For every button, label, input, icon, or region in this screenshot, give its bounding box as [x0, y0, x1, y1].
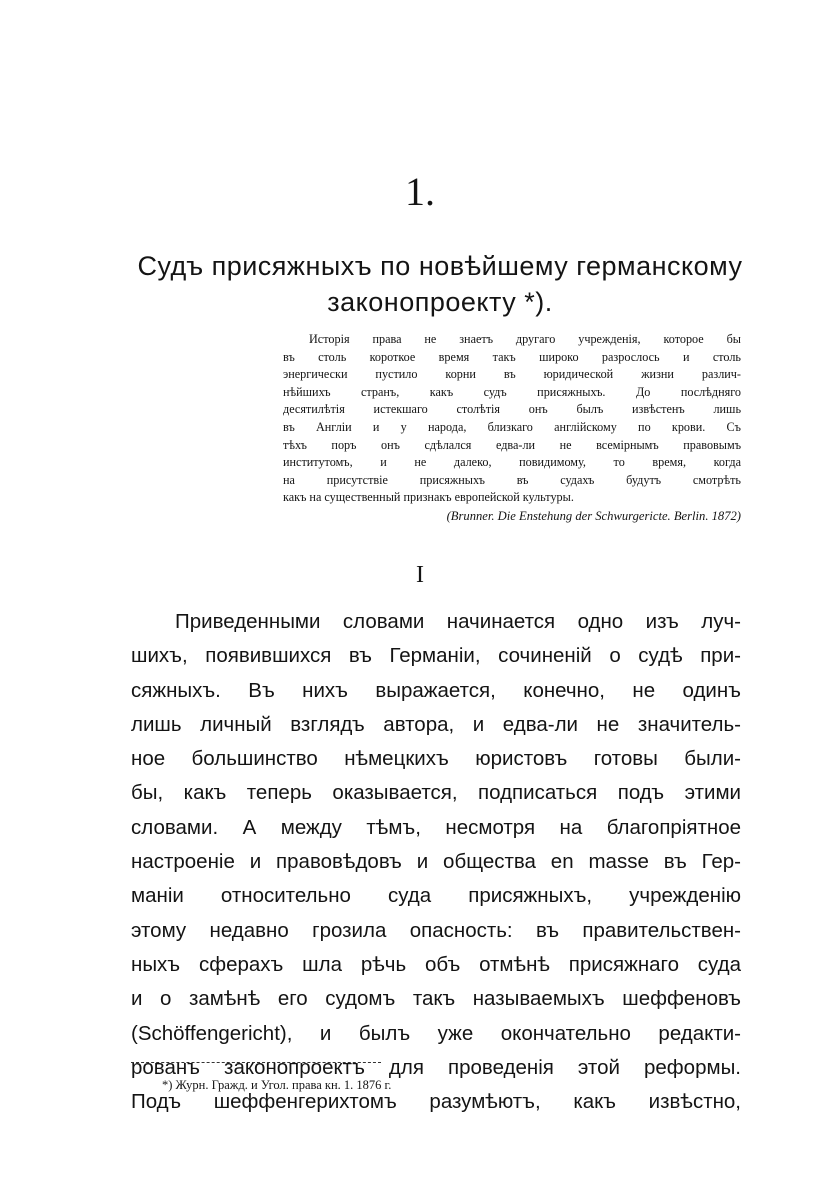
- chapter-number: 1.: [405, 169, 435, 214]
- epigraph-line: энергически пустило корни въ юридической жизни различ-: [283, 367, 741, 382]
- body-line: сяжныхъ. Въ нихъ выражается, конечно, не одинъ: [131, 678, 741, 702]
- chapter-title-line: законопроекту *).: [327, 287, 553, 317]
- epigraph-line: тѣхъ поръ онъ сдѣлался едва-ли не всемірнымъ правовымъ: [283, 437, 741, 452]
- body-line: и о замѣнѣ его судомъ такъ называемыхъ шеффеновъ: [131, 987, 741, 1011]
- body-line: Приведенными словами начинается одно изъ луч-: [175, 610, 741, 633]
- epigraph-line: въ столь короткое время такъ широко разрослось и столь: [283, 349, 741, 364]
- body-line: бы, какъ теперь оказывается, подписаться подъ этими: [131, 781, 741, 805]
- body-line: маніи относительно суда присяжныхъ, учрежденію: [131, 884, 741, 908]
- body-line: ное большинство нѣмецкихъ юристовъ готовы были-: [131, 747, 741, 771]
- epigraph: [283, 331, 741, 526]
- chapter-title: [100, 248, 780, 320]
- epigraph-line: нѣйшихъ странъ, какъ судъ присяжныхъ. До послѣдняго: [283, 384, 741, 399]
- footnote-divider: [131, 1062, 381, 1063]
- epigraph-line: на присутствіе присяжныхъ въ судахъ будутъ смотрѣть: [283, 472, 741, 487]
- body-text: [131, 605, 741, 1119]
- epigraph-source: (Brunner. Die Enstehung der Schwurgericte. Berlin. 1872): [446, 508, 741, 523]
- epigraph-line: институтомъ, и не далеко, повидимому, то время, когда: [283, 455, 741, 470]
- body-line: шихъ, появившихся въ Германіи, сочиненій о судѣ при-: [131, 644, 741, 668]
- chapter-title-line: Судъ присяжныхъ по новѣйшему германскому: [137, 251, 743, 281]
- body-line: словами. А между тѣмъ, несмотря на благопріятное: [131, 815, 741, 839]
- body-line: Подъ шеффенгерихтомъ разумѣютъ, какъ извѣстно,: [131, 1090, 741, 1114]
- epigraph-line: какъ на существенный признакъ европейской культуры.: [283, 490, 574, 505]
- epigraph-line: десятилѣтія истекшаго столѣтія онъ былъ извѣстенъ лишь: [283, 402, 741, 417]
- section-number: I: [416, 562, 424, 588]
- body-line: ныхъ сферахъ шла рѣчь объ отмѣнѣ присяжнаго суда: [131, 952, 741, 976]
- body-line: (Schöffengericht), и былъ уже окончательно редакти-: [131, 1021, 741, 1045]
- body-line: настроеніе и правовѣдовъ и общества en masse въ Гер-: [131, 850, 741, 874]
- body-line: этому недавно грозила опасность: въ правительствен-: [131, 918, 741, 942]
- body-line: рованъ законопроектъ для проведенія этой реформы.: [131, 1055, 741, 1079]
- footnote: *) Журн. Гражд. и Угол. права кн. 1. 1876 г.: [162, 1078, 392, 1092]
- epigraph-line: въ Англіи и у народа, близкаго англійскому по крови. Съ: [283, 419, 741, 434]
- body-line: лишь личный взглядъ автора, и едва-ли не значитель-: [131, 712, 741, 736]
- epigraph-line: Исторія права не знаетъ другаго учрежденія, которое бы: [309, 332, 741, 346]
